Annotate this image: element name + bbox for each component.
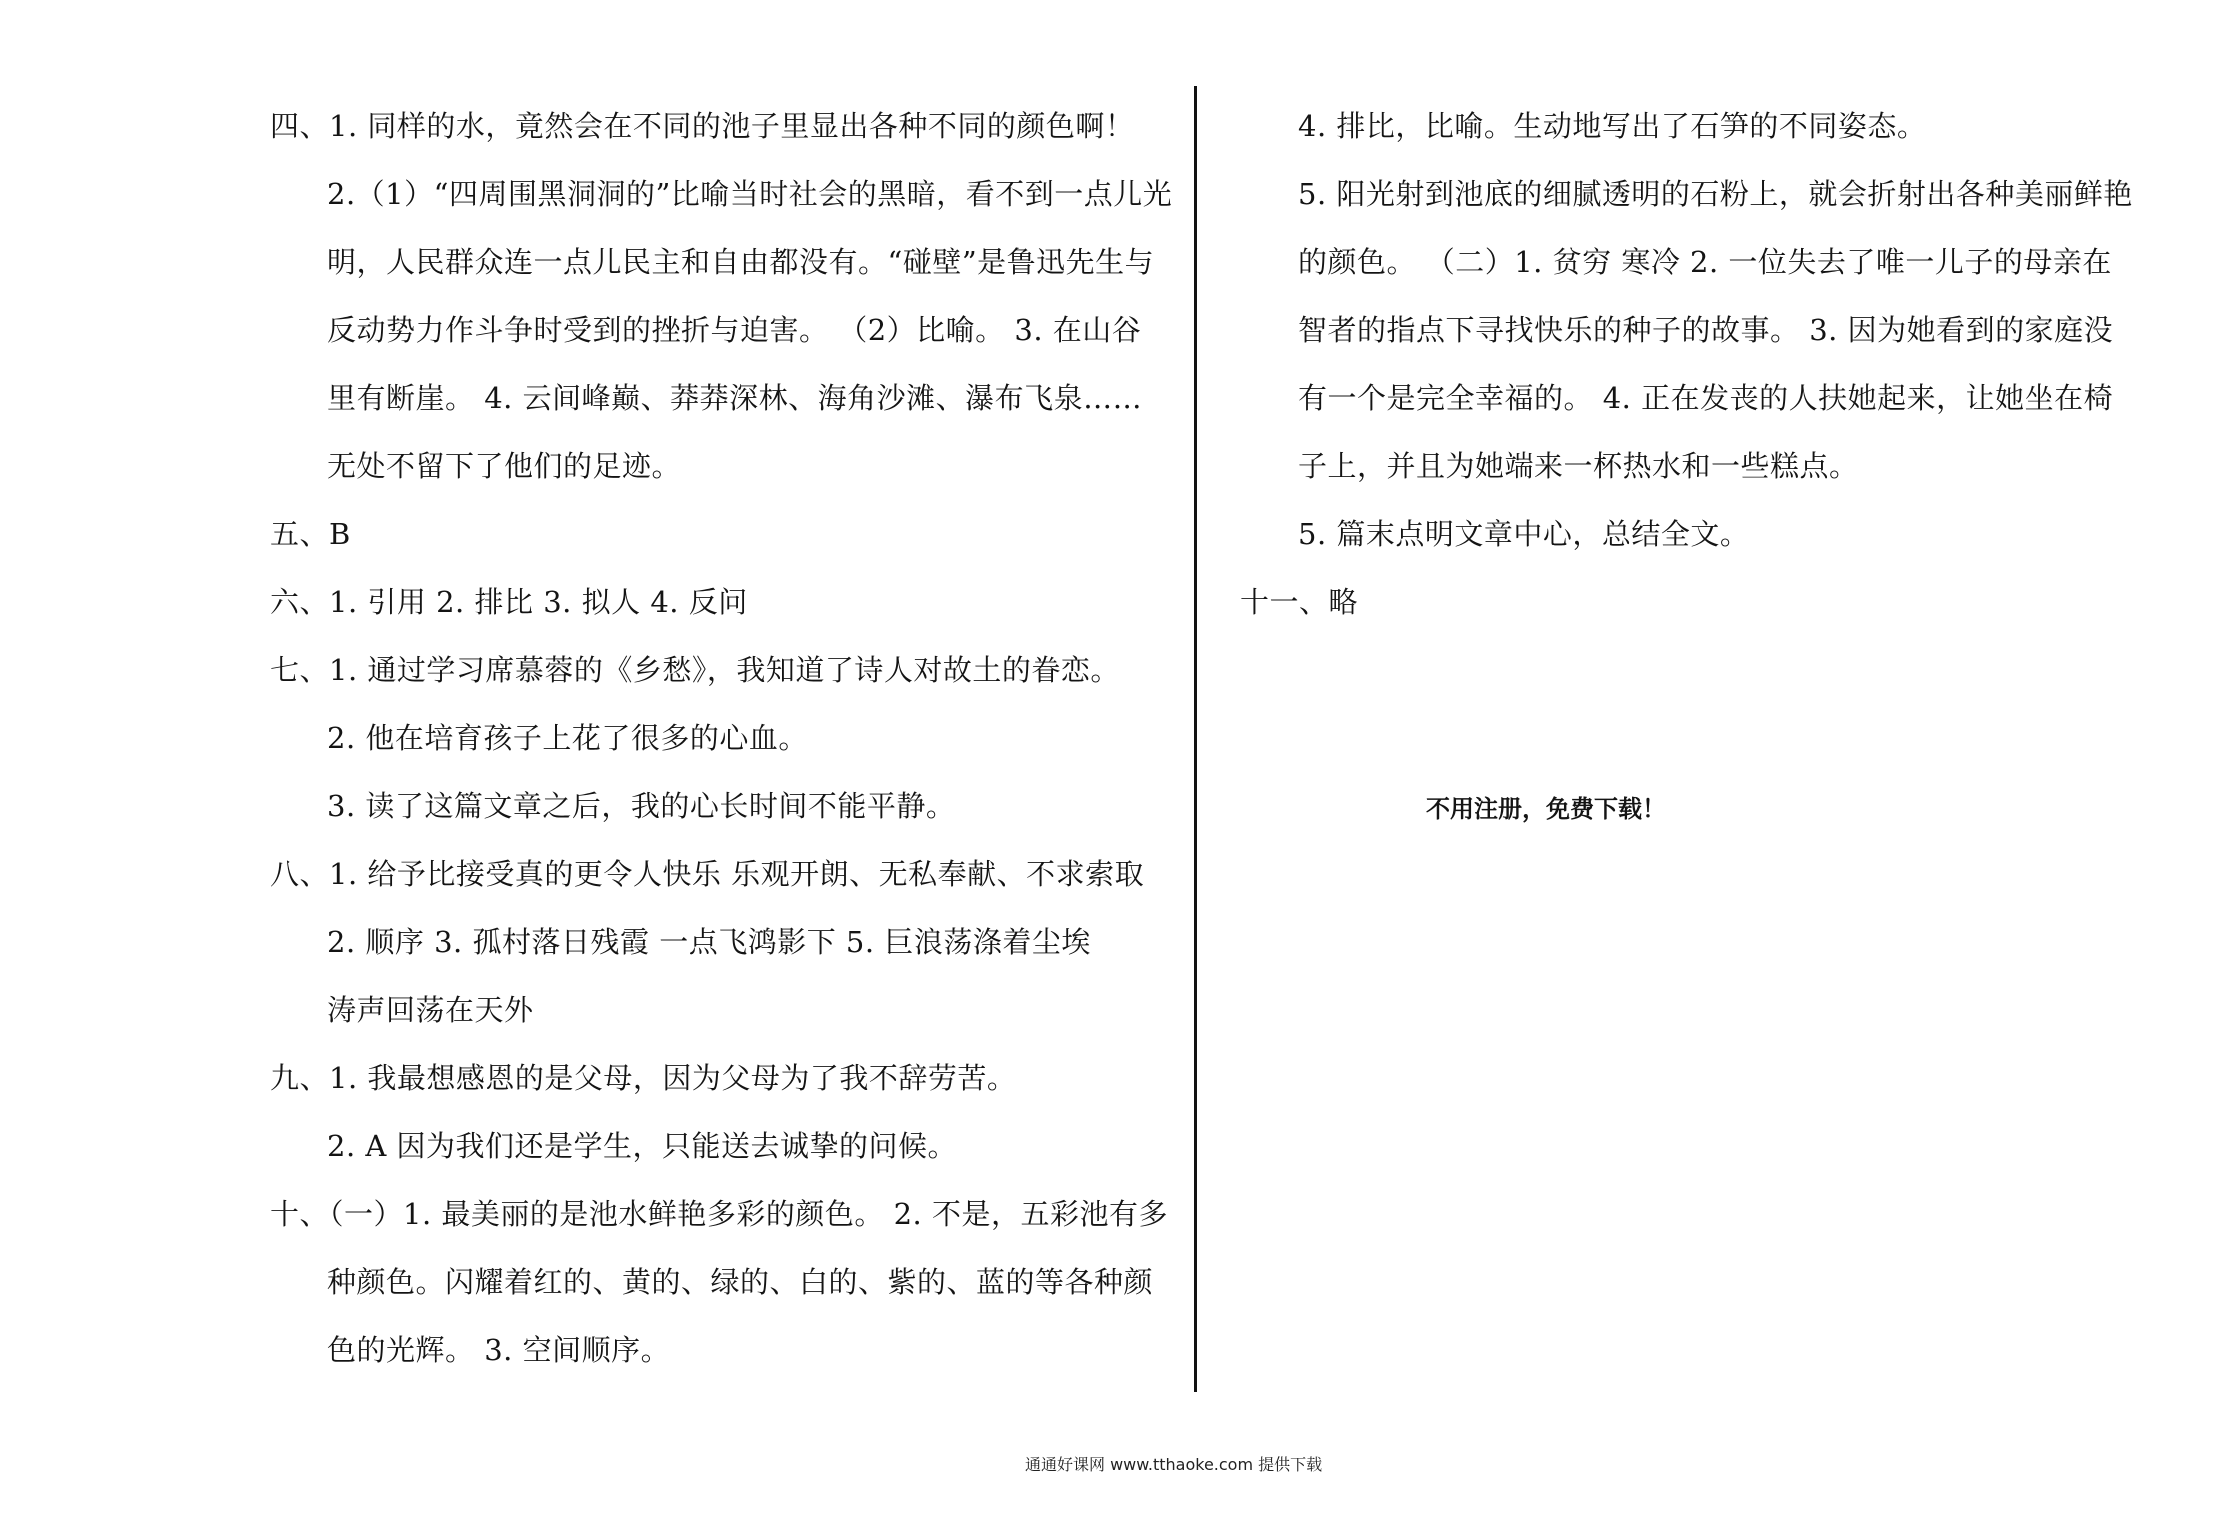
answer-line: 2. 他在培育孩子上花了很多的心血。 xyxy=(327,721,808,755)
free-download-promo: 不用注册，免费下载！ xyxy=(1426,795,1666,823)
answer-line: 2.（1）“四周围黑洞洞的”比喻当时社会的黑暗，看不到一点儿光 xyxy=(327,177,1173,211)
answer-line: 里有断崖。 4. 云间峰巅、莽莽深林、海角沙滩、瀑布飞泉…… xyxy=(327,381,1143,415)
answer-line: 五、B xyxy=(270,517,351,551)
answer-line: 明，人民群众连一点儿民主和自由都没有。“碰壁”是鲁迅先生与 xyxy=(327,245,1155,279)
answer-line: 十、（一）1. 最美丽的是池水鲜艳多彩的颜色。 2. 不是，五彩池有多 xyxy=(270,1197,1168,1231)
answer-line: 无处不留下了他们的足迹。 xyxy=(327,449,682,483)
answer-line: 四、1. 同样的水，竟然会在不同的池子里显出各种不同的颜色啊！ xyxy=(270,109,1135,143)
answer-line: 八、1. 给予比接受真的更令人快乐 乐观开朗、无私奉献、不求索取 xyxy=(270,857,1145,891)
answer-line: 2. A 因为我们还是学生，只能送去诚挚的问候。 xyxy=(327,1129,958,1163)
answer-line: 3. 读了这篇文章之后，我的心长时间不能平静。 xyxy=(327,789,956,823)
page-footer: 通通好课网 www.tthaoke.com 提供下载 xyxy=(1025,1455,1323,1474)
answer-line: 2. 顺序 3. 孤村落日残霞 一点飞鸿影下 5. 巨浪荡涤着尘埃 xyxy=(327,925,1091,959)
answer-line: 九、1. 我最想感恩的是父母，因为父母为了我不辞劳苦。 xyxy=(270,1061,1017,1095)
answer-line: 5. 篇末点明文章中心，总结全文。 xyxy=(1298,517,1750,551)
answer-line: 六、1. 引用 2. 排比 3. 拟人 4. 反问 xyxy=(270,585,748,619)
answer-line: 种颜色。闪耀着红的、黄的、绿的、白的、紫的、蓝的等各种颜 xyxy=(327,1265,1154,1299)
answer-line: 涛声回荡在天外 xyxy=(327,993,534,1027)
answer-line: 七、1. 通过学习席慕蓉的《乡愁》，我知道了诗人对故土的眷恋。 xyxy=(270,653,1120,687)
left-answer-column xyxy=(0,0,1180,1440)
answer-line: 的颜色。 （二）1. 贫穷 寒冷 2. 一位失去了唯一儿子的母亲在 xyxy=(1298,245,2112,279)
answer-line: 子上，并且为她端来一杯热水和一些糕点。 xyxy=(1298,449,1859,483)
answer-line: 反动势力作斗争时受到的挫折与迫害。 （2）比喻。 3. 在山谷 xyxy=(327,313,1142,347)
right-answer-column xyxy=(1210,0,2221,1440)
answer-line: 有一个是完全幸福的。 4. 正在发丧的人扶她起来，让她坐在椅 xyxy=(1298,381,2114,415)
answer-line: 十一、略 xyxy=(1240,585,1359,619)
answer-line: 4. 排比，比喻。生动地写出了石笋的不同姿态。 xyxy=(1298,109,1927,143)
column-divider xyxy=(1194,86,1197,1392)
answer-line: 智者的指点下寻找快乐的种子的故事。 3. 因为她看到的家庭没 xyxy=(1298,313,2114,347)
answer-line: 色的光辉。 3. 空间顺序。 xyxy=(327,1333,671,1367)
answer-line: 5. 阳光射到池底的细腻透明的石粉上，就会折射出各种美丽鲜艳 xyxy=(1298,177,2133,211)
